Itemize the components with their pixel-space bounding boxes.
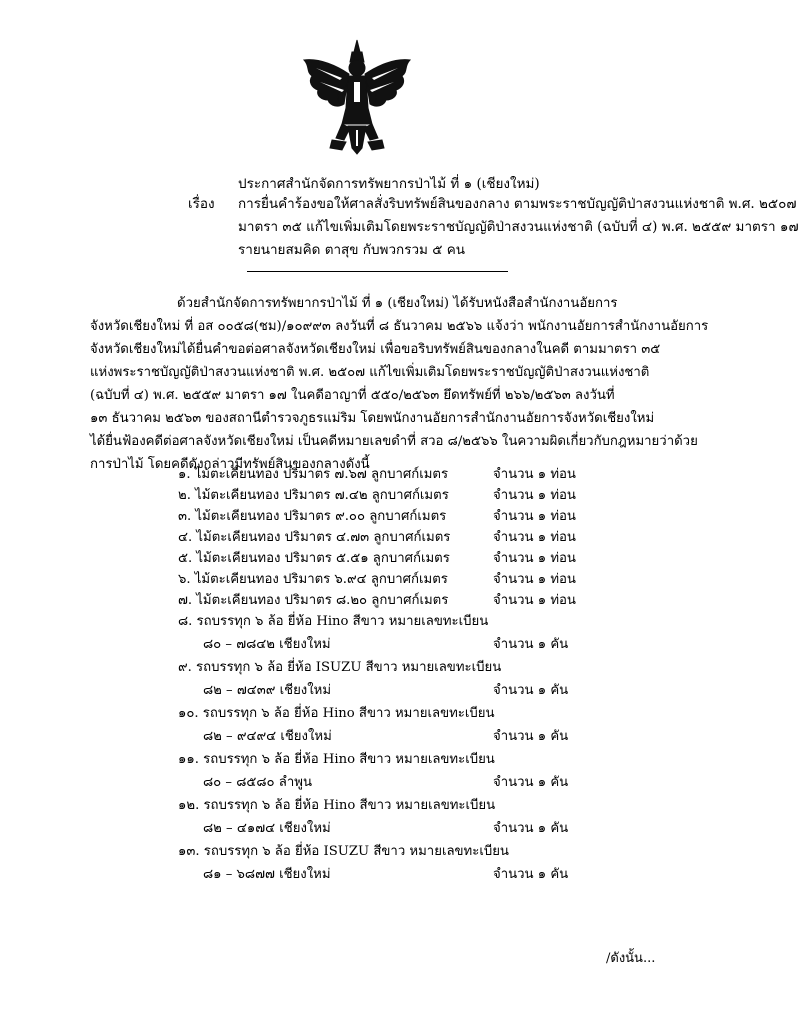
vehicle-description: ๘. รถบรรทุก ๖ ล้อ ยี่ห้อ Hino สีขาว หมายเลขทะเบียน <box>178 614 489 629</box>
announcement-title: ประกาศสำนักจัดการทรัพยากรป่าไม้ ที่ ๑ (เชียงใหม่) <box>238 176 540 192</box>
body-line: การป่าไม้ โดยคดีดังกล่าวมีทรัพย์สินของกลางดังนี้ <box>90 457 370 472</box>
vehicle-quantity: จำนวน ๑ คัน <box>493 867 569 882</box>
vehicle-description: ๑๐. รถบรรทุก ๖ ล้อ ยี่ห้อ Hino สีขาว หมายเลขทะเบียน <box>178 706 495 721</box>
item-quantity: จำนวน ๑ ท่อน <box>493 572 576 587</box>
vehicle-description: ๙. รถบรรทุก ๖ ล้อ ยี่ห้อ ISUZU สีขาว หมายเลขทะเบียน <box>178 660 502 675</box>
item-quantity: จำนวน ๑ ท่อน <box>493 593 576 608</box>
evidence-list <box>0 463 724 886</box>
subject-line: รายนายสมคิด ตาสุข กับพวกรวม ๕ คน <box>238 242 465 258</box>
body-line: ได้ยื่นฟ้องคดีต่อศาลจังหวัดเชียงใหม่ เป็นคดีหมายเลขดำที่ สวอ ๘/๒๕๖๖ ในความผิดเกี่ยวกับกฎหมายว่าด้วย <box>90 434 698 449</box>
vehicle-plate: ๘๒ – ๗๔๓๙ เชียงใหม่ <box>203 683 332 698</box>
vehicle-quantity: จำนวน ๑ คัน <box>493 637 569 652</box>
body-line: (ฉบับที่ ๔) พ.ศ. ๒๕๕๙ มาตรา ๑๗ ในคดีอาญาที่ ๕๕๐/๒๕๖๓ ยึดทรัพย์ที่ ๒๖๖/๒๕๖๓ ลงวันที่ <box>90 388 615 403</box>
continuation-note: /ดังนั้น... <box>606 951 656 966</box>
subject-line: การยื่นคำร้องขอให้ศาลสั่งริบทรัพย์สินของกลาง ตามพระราชบัญญัติป่าสงวนแห่งชาติ พ.ศ. ๒๕๐๗ <box>238 196 797 212</box>
vehicle-quantity: จำนวน ๑ คัน <box>493 821 569 836</box>
vehicle-item <box>0 656 724 702</box>
vehicle-item <box>0 748 724 794</box>
list-item <box>0 463 724 484</box>
item-quantity: จำนวน ๑ ท่อน <box>493 509 576 524</box>
garuda-emblem-icon <box>302 38 412 156</box>
item-description: ๖. ไม้ตะเคียนทอง ปริมาตร ๖.๙๔ ลูกบาศก์เมตร <box>178 572 448 587</box>
item-description: ๕. ไม้ตะเคียนทอง ปริมาตร ๕.๕๑ ลูกบาศก์เมตร <box>178 551 450 566</box>
item-description: ๓. ไม้ตะเคียนทอง ปริมาตร ๙.๐๐ ลูกบาศก์เมตร <box>178 509 447 524</box>
body-line: จังหวัดเชียงใหม่ ที่ อส ๐๐๕๘(ชม)/๑๐๙๙๓ ลงวันที่ ๘ ธันวาคม ๒๕๖๖ แจ้งว่า พนักงานอัยการสำนักงานอัยการ <box>90 319 709 334</box>
item-description: ๔. ไม้ตะเคียนทอง ปริมาตร ๔.๗๓ ลูกบาศก์เมตร <box>178 530 451 545</box>
body-line: ๑๓ ธันวาคม ๒๕๖๓ ของสถานีตำรวจภูธรแม่ริม โดยพนักงานอัยการสำนักงานอัยการจังหวัดเชียงใหม่ <box>90 411 655 426</box>
list-item <box>0 589 724 610</box>
body-line: ด้วยสำนักจัดการทรัพยากรป่าไม้ ที่ ๑ (เชียงใหม่) ได้รับหนังสือสำนักงานอัยการ <box>177 296 618 311</box>
vehicle-item <box>0 794 724 840</box>
list-item <box>0 547 724 568</box>
item-description: ๑. ไม้ตะเคียนทอง ปริมาตร ๗.๖๗ ลูกบาศก์เมตร <box>178 467 449 482</box>
list-item <box>0 568 724 589</box>
item-description: ๗. ไม้ตะเคียนทอง ปริมาตร ๘.๒๐ ลูกบาศก์เมตร <box>178 593 449 608</box>
item-quantity: จำนวน ๑ ท่อน <box>493 530 576 545</box>
vehicle-item <box>0 702 724 748</box>
vehicle-plate: ๘๑ – ๖๘๗๗ เชียงใหม่ <box>203 867 331 882</box>
vehicle-plate: ๘๐ – ๗๘๔๒ เชียงใหม่ <box>203 637 331 652</box>
vehicle-description: ๑๒. รถบรรทุก ๖ ล้อ ยี่ห้อ Hino สีขาว หมายเลขทะเบียน <box>178 798 496 813</box>
vehicle-quantity: จำนวน ๑ คัน <box>493 775 569 790</box>
vehicle-plate: ๘๒ – ๔๑๗๔ เชียงใหม่ <box>203 821 331 836</box>
vehicle-item <box>0 840 724 886</box>
item-quantity: จำนวน ๑ ท่อน <box>493 488 576 503</box>
vehicle-item <box>0 610 724 656</box>
body-paragraph <box>90 292 709 476</box>
subject-line: มาตรา ๓๕ แก้ไขเพิ่มเติมโดยพระราชบัญญัติป่าสงวนแห่งชาติ (ฉบับที่ ๔) พ.ศ. ๒๕๕๙ มาตรา ๑๗ <box>238 219 799 235</box>
vehicle-plate: ๘๒ – ๙๔๙๔ เชียงใหม่ <box>203 729 332 744</box>
vehicle-description: ๑๓. รถบรรทุก ๖ ล้อ ยี่ห้อ ISUZU สีขาว หมายเลขทะเบียน <box>178 844 509 859</box>
item-quantity: จำนวน ๑ ท่อน <box>493 551 576 566</box>
list-item <box>0 526 724 547</box>
item-quantity: จำนวน ๑ ท่อน <box>493 467 576 482</box>
vehicle-quantity: จำนวน ๑ คัน <box>493 729 569 744</box>
vehicle-plate: ๘๐ – ๘๕๘๐ ลำพูน <box>203 775 312 790</box>
vehicle-description: ๑๑. รถบรรทุก ๖ ล้อ ยี่ห้อ Hino สีขาว หมายเลขทะเบียน <box>178 752 495 767</box>
list-item <box>0 505 724 526</box>
body-line: แห่งพระราชบัญญัติป่าสงวนแห่งชาติ พ.ศ. ๒๕๐๗ แก้ไขเพิ่มเติมโดยพระราชบัญญัติป่าสงวนแห่งชาติ <box>90 365 650 380</box>
body-line: จังหวัดเชียงใหม่ได้ยื่นคำขอต่อศาลจังหวัดเชียงใหม่ เพื่อขอริบทรัพย์สินของกลางในคดี ตามมาตรา ๓๕ <box>90 342 661 357</box>
vehicle-quantity: จำนวน ๑ คัน <box>493 683 569 698</box>
subject-label: เรื่อง <box>188 196 215 212</box>
list-item <box>0 484 724 505</box>
title-divider <box>247 271 508 272</box>
subject-block <box>188 193 799 262</box>
item-description: ๒. ไม้ตะเคียนทอง ปริมาตร ๗.๔๒ ลูกบาศก์เมตร <box>178 488 449 503</box>
